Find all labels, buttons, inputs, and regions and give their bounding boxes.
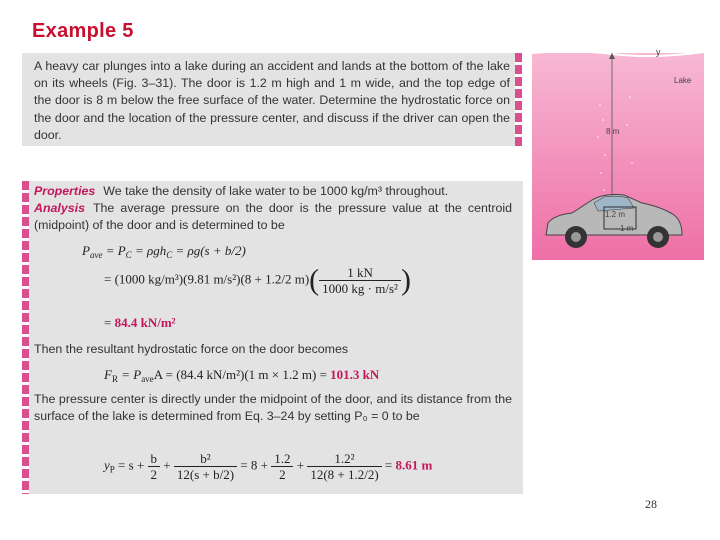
solution-panel — [22, 181, 523, 494]
equation-pave-result: = 84.4 kN/m² — [104, 315, 176, 330]
equation-force: $F_R = P_{ave}A = (84.4$ kN/m²)(1 m × 1.2 m) = 101.3 kN — [104, 367, 380, 384]
properties-label: Properties — [34, 184, 96, 198]
analysis-label: Analysis — [34, 201, 85, 215]
equation-yp: $y_P = s$ + $\frac{b}{2}$ + $\frac{\text{b²}}{12(s + b/2)}$ = 8 + $\frac{1.2}{2}$ + $\frac{\text{1.2²}}{12(8 + 1.2/2)}$ = 8.61 m — [104, 451, 433, 482]
force-intro: Then the resultant hydrostatic force on the door becomes — [34, 342, 349, 356]
properties-text: We take the density of lake water to be 1000 kg/m³ throughout. — [103, 184, 449, 198]
equation-pave-numeric: = (1000 kg/m³)(9.81 m/s²)(8 + 1.2/2 m)( $\frac{1 kN}{\text{1000 kg · m/s²}}$ ) — [104, 263, 411, 297]
problem-statement — [22, 53, 522, 146]
slide-title: Example 5 — [32, 20, 134, 42]
analysis-line — [34, 200, 512, 234]
properties-line — [34, 183, 512, 200]
problem-text: A heavy car plunges into a lake during an accident and lands at the bottom of the lake on its wheels (Fig. 3–31). The door is 1.2 m high and 1 m wide, and the top edge of the door is 8 m below the free surface of the water. Determine the hydrostatic force on the door and the location of the pressure center, and discuss if the driver can open the door. — [34, 59, 510, 142]
page-number: 28 — [645, 497, 657, 511]
force-result: 101.3 kN — [330, 367, 380, 382]
unit-fraction-numerator: 1 kN — [319, 265, 401, 281]
problem-stripe — [515, 53, 522, 146]
door-height-label: 1.2 m — [605, 210, 626, 219]
analysis-text: The average pressure on the door is the pressure value at the centroid (midpoint) of the door and is determined to be — [34, 201, 512, 232]
car-in-lake-figure — [532, 45, 704, 260]
solution-stripe — [22, 181, 29, 494]
pave-result: 84.4 kN/m² — [114, 315, 176, 330]
axis-label: y — [656, 47, 661, 57]
pressure-center-text: The pressure center is directly under the midpoint of the door, and its distance from the surface of the lake is determined from Eq. 3–24 by setting P₀ = 0 to be — [34, 392, 512, 423]
unit-fraction-denominator: 1000 kg · m/s² — [322, 281, 398, 296]
door-width-label: 1 m — [620, 224, 634, 233]
equation-pave: $P_{ave} = P_C = \rho gh_C = \rho g(s + b/2)$ — [82, 243, 246, 260]
yp-result: 8.61 m — [395, 457, 433, 473]
depth-label: 8 m — [606, 127, 620, 136]
lake-label: Lake — [674, 76, 692, 85]
